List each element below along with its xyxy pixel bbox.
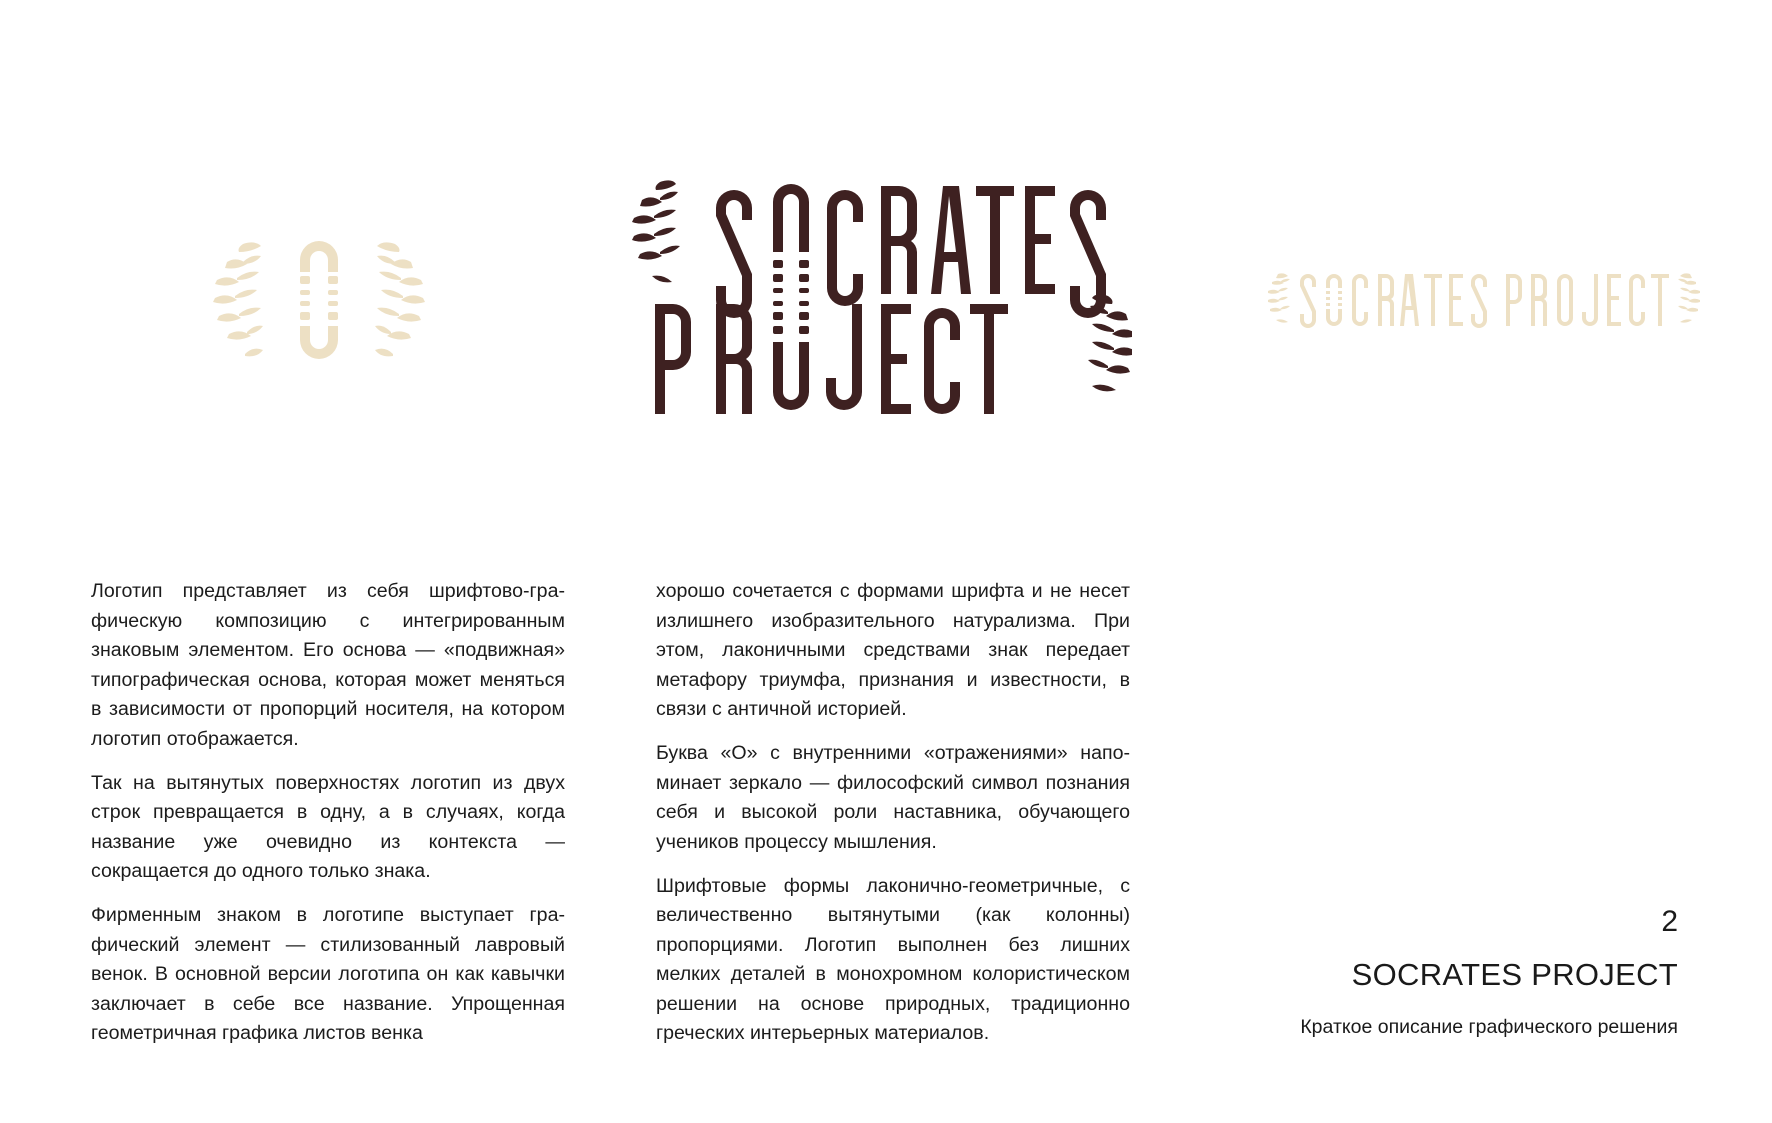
logo-icon-only (213, 240, 425, 362)
laurel-right-icon (1088, 294, 1132, 391)
paragraph: Так на вытянутых поверхностях логотип из двух строк превращается в одну, а в случаях, когда название уже очевидно из контекста — сокращается до одного только знака. (91, 771, 565, 882)
laurel-left-icon (213, 242, 263, 356)
o-mirror-icon (300, 241, 338, 359)
laurel-right-icon (1678, 273, 1700, 322)
wordmark (1300, 274, 1669, 328)
paragraph: Фирменным знаком в логотипе выступает графический элемент — стилизованный лавровый венок. В основной версии логотипа он как кавычки заключает в себе все название. Упрощенная геометричная графика листов венка (91, 904, 565, 1044)
socrates-project-horizontal-logo-icon (1268, 272, 1700, 328)
wordmark-line2 (655, 301, 1008, 414)
laurel-left-icon (1268, 273, 1290, 322)
laurel-right-icon (375, 242, 425, 356)
logo-single-line (1268, 272, 1700, 328)
wordmark-line1 (716, 184, 1106, 318)
text-column-left (91, 577, 565, 1063)
paragraph: Шрифтовые формы лаконично-геометричные, с величественно вытянутыми (как колонны) пропорциями. Логотип выполнен без лишних мелких деталей в монохромном колористическом решении на основе природных, традиционно греческих интерьерных материалов. (656, 874, 1130, 1044)
paragraph: хорошо сочетается с формами шрифта и не несет излишнего изобразительного натурализма. При этом, лаконичными средствами знак передает метафору триумфа, признания и известности, в связи с античной историей. (656, 580, 1130, 720)
logo-main (632, 180, 1132, 420)
laurel-left-icon (632, 180, 680, 282)
page-number: 2 (1661, 905, 1678, 938)
document-title: SOCRATES PROJECT (1351, 957, 1678, 992)
paragraph: Буква «О» с внутренними «отражениями» напоминает зеркало — философский символ познания себя и высокой роли наставника, обучающего учеников процессу мышления. (656, 742, 1130, 853)
socrates-project-logo-icon (632, 180, 1132, 420)
paragraph: Логотип представляет из себя шрифтово-графическую композицию с интегрированным знаковым элементом. Его основа — «подвижная» типографическая основа, которая может меняться в зависимости от пропорций носителя, на котором логотип отображается. (91, 580, 565, 750)
text-column-middle (656, 577, 1130, 1063)
laurel-o-sign-icon (213, 240, 425, 362)
document-subtitle: Краткое описание графического решения (1300, 1016, 1678, 1038)
